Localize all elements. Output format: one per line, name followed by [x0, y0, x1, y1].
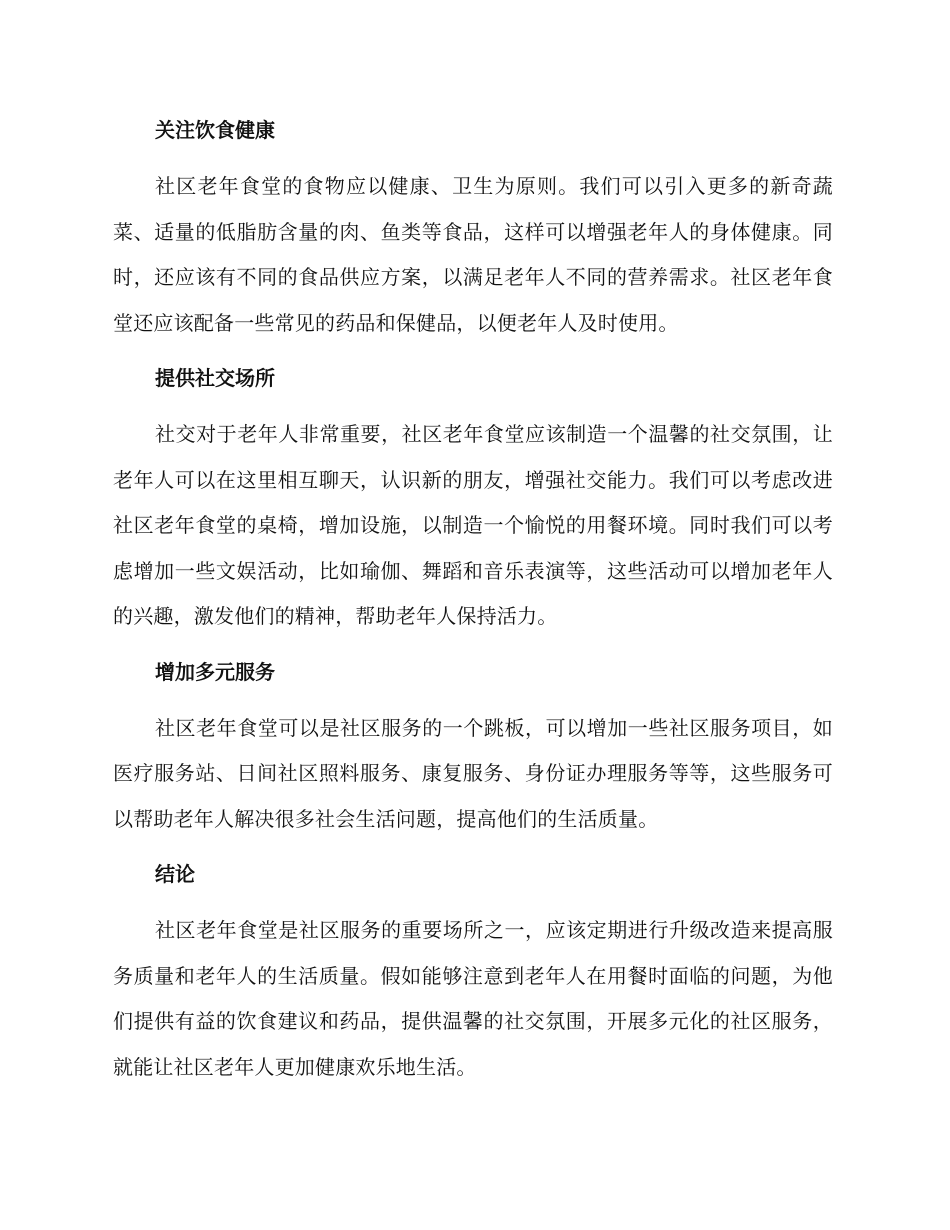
- document-page: [113, 108, 833, 1100]
- section-body-diet-health: 社区老年食堂的食物应以健康、卫生为原则。我们可以引入更多的新奇蔬菜、适量的低脂肪含量的肉、鱼类等食品，这样可以增强老年人的身体健康。同时，还应该有不同的食品供应方案，以满足老年人不同的营养需求。社区老年食堂还应该配备一些常见的药品和保健品，以便老年人及时使用。: [113, 174, 833, 335]
- section-heading-diet-health: 关注饮食健康: [155, 118, 275, 142]
- section-body-social-venue: 社交对于老年人非常重要，社区老年食堂应该制造一个温馨的社交氛围，让老年人可以在这里相互聊天，认识新的朋友，增强社交能力。我们可以考虑改进社区老年食堂的桌椅，增加设施，以制造一个愉悦的用餐环境。同时我们可以考虑增加一些文娱活动，比如瑜伽、舞蹈和音乐表演等，这些活动可以增加老年人的兴趣，激发他们的精神，帮助老年人保持活力。: [113, 422, 833, 628]
- section-heading-conclusion: 结论: [155, 862, 195, 886]
- section-body-conclusion: 社区老年食堂是社区服务的重要场所之一，应该定期进行升级改造来提高服务质量和老年人的生活质量。假如能够注意到老年人在用餐时面临的问题，为他们提供有益的饮食建议和药品，提供温馨的社交氛围，开展多元化的社区服务，就能让社区老年人更加健康欢乐地生活。: [113, 918, 833, 1079]
- section-body-diverse-services: 社区老年食堂可以是社区服务的一个跳板，可以增加一些社区服务项目，如医疗服务站、日间社区照料服务、康复服务、身份证办理服务等等，这些服务可以帮助老年人解决很多社会生活问题，提高他们的生活质量。: [113, 715, 833, 831]
- section-heading-diverse-services: 增加多元服务: [155, 659, 275, 684]
- section-heading-social-venue: 提供社交场所: [155, 366, 275, 390]
